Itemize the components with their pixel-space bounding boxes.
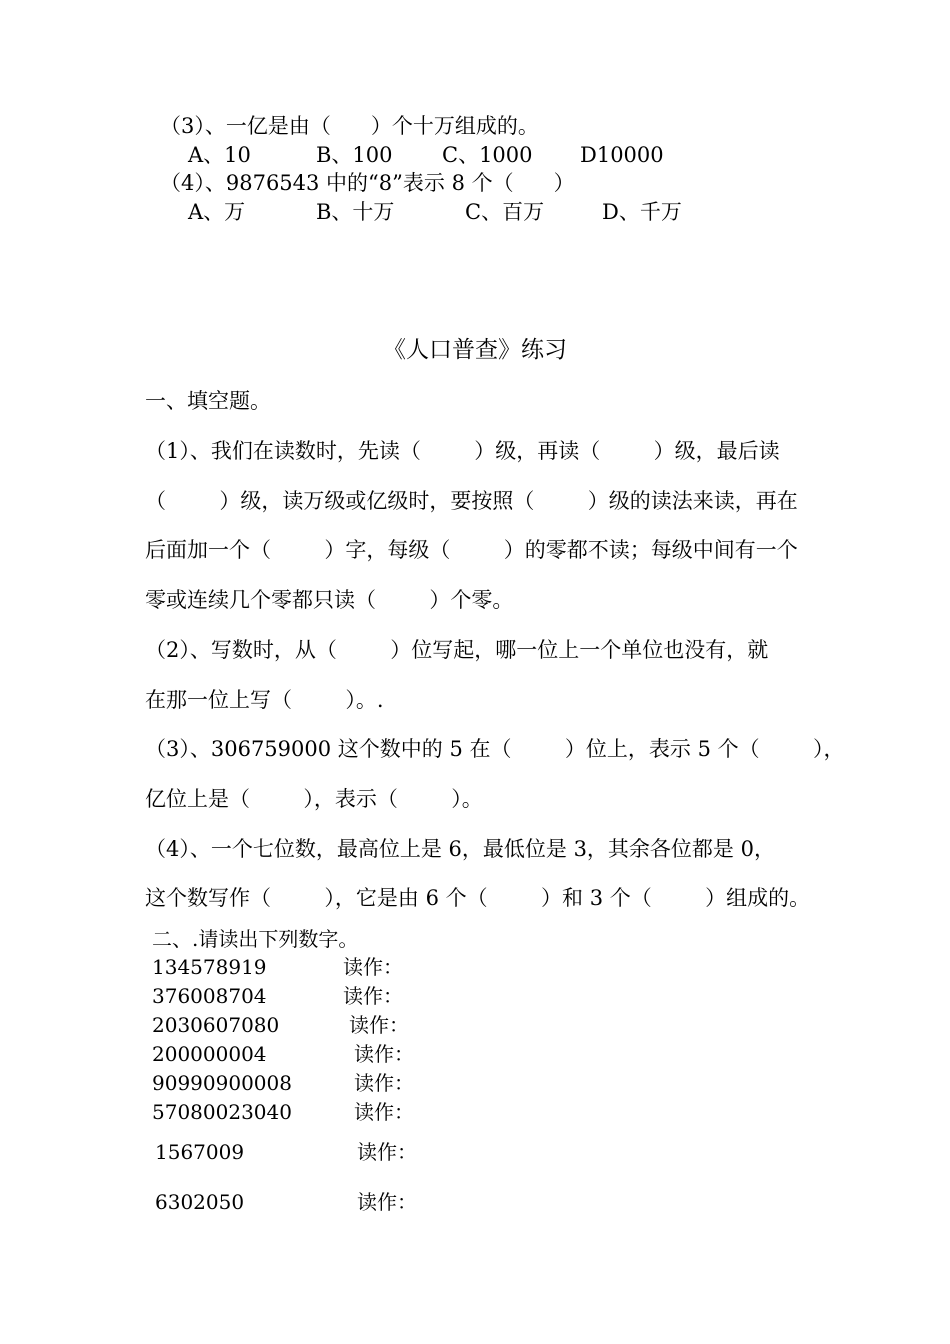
page-title: 《人口普查》练习 <box>383 337 567 363</box>
number-item: 57080023040 <box>152 1100 292 1124</box>
fill-line: （4）、一个七位数，最高位上是 6，最低位是 3，其余各位都是 0， <box>145 837 775 861</box>
fill-line: （2）、写数时，从（ ）位写起，哪一位上一个单位也没有，就 <box>145 638 769 662</box>
number-item: 2030607080 <box>152 1013 280 1037</box>
fill-line: （ ）级，读万级或亿级时，要按照（ ）级的读法来读，再在 <box>145 489 798 513</box>
number-item: 134578919 <box>152 955 267 979</box>
option-c: C、百万 <box>465 200 545 224</box>
number-item: 90990900008 <box>152 1071 292 1095</box>
option-c: C、1000 <box>442 143 533 167</box>
fill-line: （1）、我们在读数时，先读（ ）级，再读（ ）级，最后读 <box>145 439 780 463</box>
option-d: D、千万 <box>602 200 682 224</box>
read-label: 读作： <box>343 955 403 979</box>
section-2-heading: 二、.请读出下列数字。 <box>152 927 359 951</box>
fill-line: 零或连续几个零都只读（ ）个零。 <box>145 588 514 612</box>
option-d: D10000 <box>580 143 664 167</box>
option-b: B、十万 <box>316 200 395 224</box>
fill-line: 亿位上是（ ），表示（ ）。 <box>145 787 483 811</box>
read-label: 读作： <box>354 1042 414 1066</box>
read-label: 读作： <box>357 1140 417 1164</box>
question-4-stem: （4）、9876543 中的“8”表示 8 个（ ） <box>160 171 575 195</box>
fill-line: 这个数写作（ ），它是由 6 个（ ）和 3 个（ ）组成的。 <box>145 886 811 910</box>
option-a: A、万 <box>188 200 246 224</box>
option-a: A、10 <box>188 143 251 167</box>
read-label: 读作： <box>343 984 403 1008</box>
fill-line: （3）、306759000 这个数中的 5 在（ ）位上，表示 5 个（ ）， <box>145 737 845 761</box>
fill-line: 在那一位上写（ ）。. <box>145 688 384 712</box>
question-3-stem: （3）、一亿是由（ ）个十万组成的。 <box>160 114 539 138</box>
number-item: 1567009 <box>155 1140 245 1164</box>
section-1-heading: 一、填空题。 <box>145 389 271 413</box>
number-item: 376008704 <box>152 984 267 1008</box>
read-label: 读作： <box>357 1190 417 1214</box>
read-label: 读作： <box>354 1071 414 1095</box>
option-b: B、100 <box>316 143 393 167</box>
fill-line: 后面加一个（ ）字，每级（ ）的零都不读；每级中间有一个 <box>145 538 798 562</box>
read-label: 读作： <box>349 1013 409 1037</box>
number-item: 200000004 <box>152 1042 267 1066</box>
number-item: 6302050 <box>155 1190 245 1214</box>
read-label: 读作： <box>354 1100 414 1124</box>
